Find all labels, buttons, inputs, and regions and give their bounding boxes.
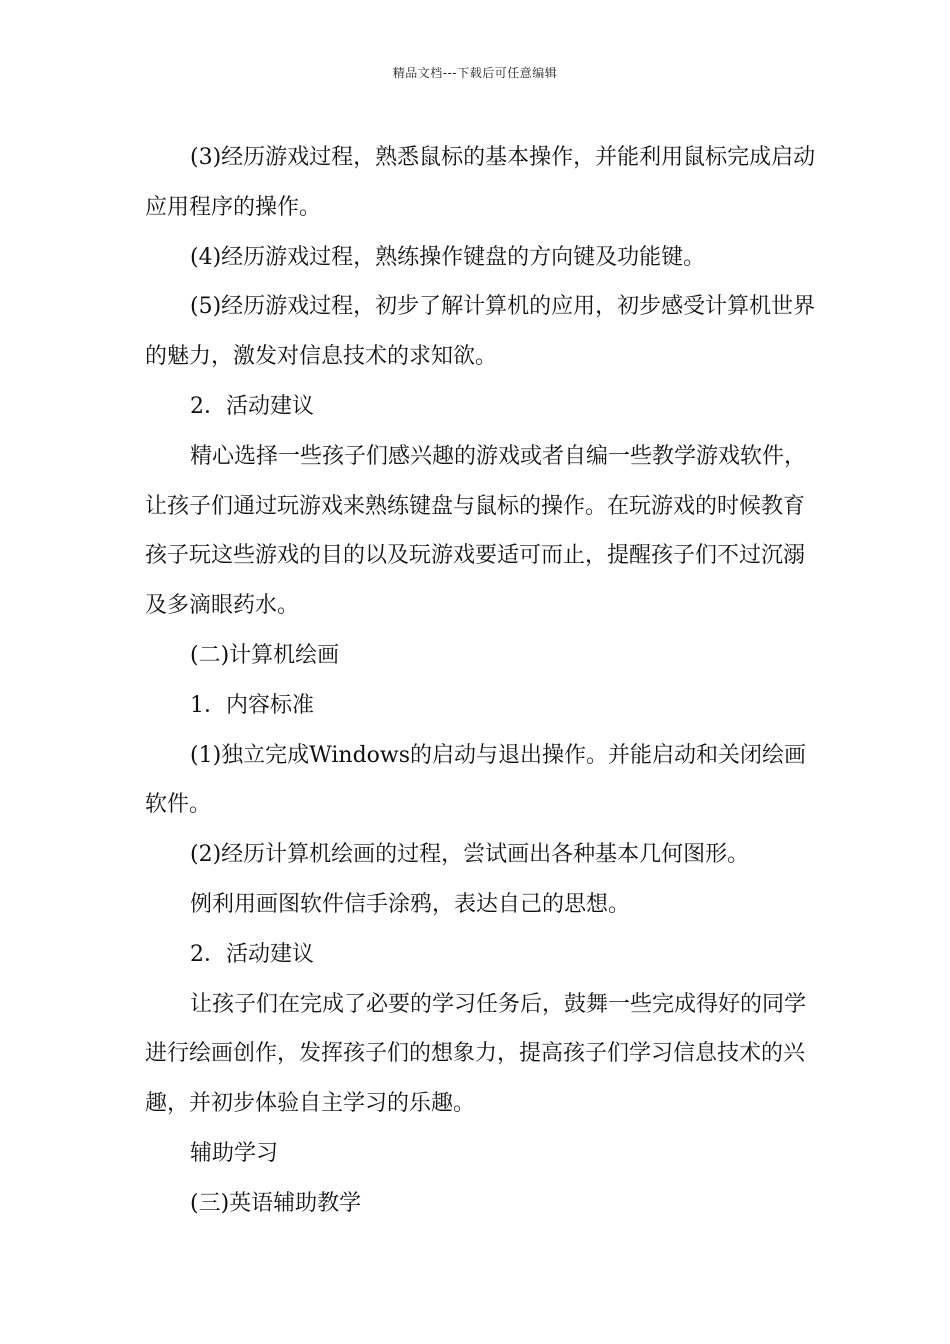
section-heading: 1．内容标准 (190, 692, 314, 718)
paragraph: 精心选择一些孩子们感兴趣的游戏或者自编一些教学游戏软件，让孩子们通过玩游戏来熟练键盘与鼠标的操作。在玩游戏的时候教育孩子玩这些游戏的目的以及玩游戏要适可而止，提醒孩子们不过沉溺及多滴眼药水。 (145, 443, 807, 619)
section-heading: (三)英语辅助教学 (190, 1190, 362, 1216)
paragraph: 让孩子们在完成了必要的学习任务后，鼓舞一些完成得好的同学进行绘画创作，发挥孩子们的想象力，提高孩子们学习信息技术的兴趣，并初步体验自主学习的乐趣。 (145, 991, 807, 1117)
paragraph: (5)经历游戏过程，初步了解计算机的应用，初步感受计算机世界的魅力，激发对信息技术的求知欲。 (145, 294, 816, 370)
paragraph: (4)经历游戏过程，熟练操作键盘的方向键及功能键。 (190, 244, 706, 270)
document-body (145, 133, 817, 1229)
page-header: 精品文档---下载后可任意编辑 (392, 66, 558, 80)
paragraph: 例利用画图软件信手涂鸦，表达自己的思想。 (190, 891, 631, 917)
paragraph: (3)经历游戏过程，熟悉鼠标的基本操作，并能利用鼠标完成启动应用程序的操作。 (145, 145, 816, 220)
section-heading: (二)计算机绘画 (190, 642, 340, 668)
section-heading: 2．活动建议 (190, 941, 314, 967)
paragraph: (1)独立完成Windows的启动与退出操作。并能启动和关闭绘画软件。 (145, 742, 807, 818)
section-heading: 辅助学习 (190, 1140, 279, 1166)
section-heading: 2．活动建议 (190, 393, 314, 419)
paragraph: (2)经历计算机绘画的过程，尝试画出各种基本几何图形。 (190, 842, 750, 868)
